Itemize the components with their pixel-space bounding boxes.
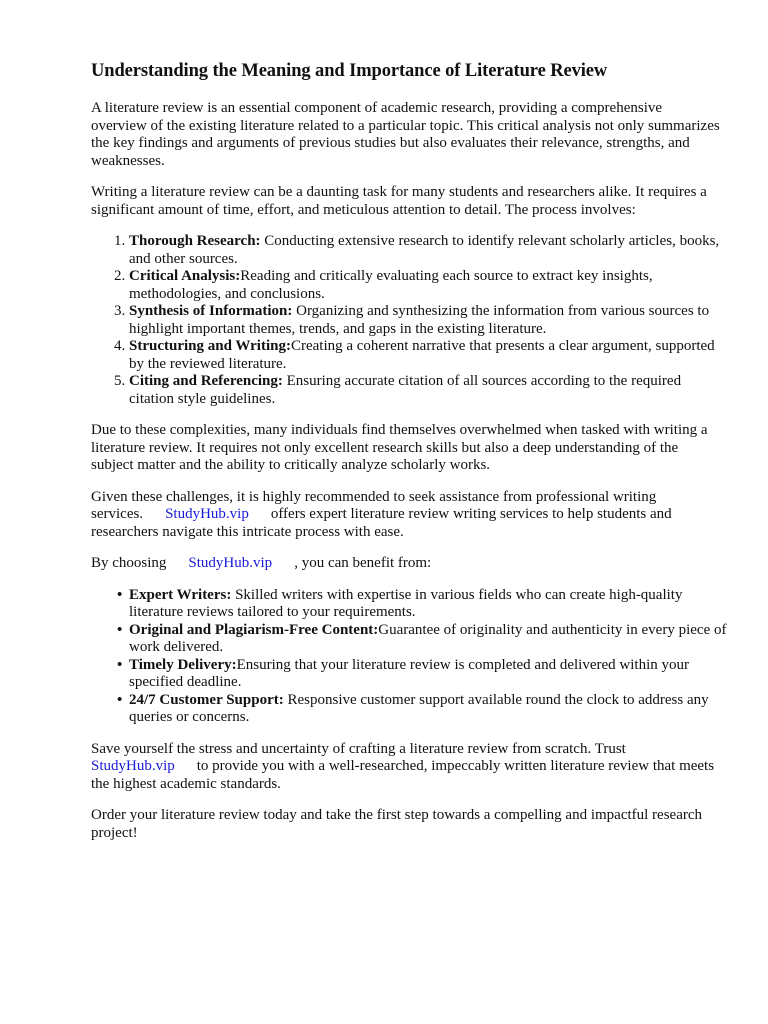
challenges-text-after: offers expert literature review writing services to help students and researchers navigate this intricate process with ease. bbox=[91, 506, 672, 540]
benefits-list bbox=[91, 587, 729, 727]
step-text: Conducting extensive research to identify relevant scholarly articles, books, and other sources. bbox=[129, 233, 720, 267]
list-item bbox=[117, 656, 729, 692]
list-item bbox=[129, 338, 729, 373]
list-item bbox=[129, 373, 729, 408]
page-title: Understanding the Meaning and Importance of Literature Review bbox=[91, 61, 608, 81]
benefit-label: Expert Writers: bbox=[129, 586, 232, 603]
benefit-label: Timely Delivery: bbox=[129, 656, 237, 673]
step-text: Creating a coherent narrative that presents a clear argument, supported by the reviewed literature. bbox=[129, 338, 715, 372]
benefit-label: Original and Plagiarism-Free Content: bbox=[129, 621, 379, 638]
trust-text-before: Save yourself the stress and uncertainty of crafting a literature review from scratch. Trust bbox=[91, 740, 626, 757]
challenges-paragraph bbox=[91, 489, 721, 542]
bullet-icon: • bbox=[117, 586, 123, 603]
bullet-icon: • bbox=[117, 621, 123, 638]
step-label: Critical Analysis: bbox=[129, 268, 241, 284]
challenges-text-before: Given these challenges, it is highly recommended to seek assistance from professional writing services. bbox=[91, 488, 657, 522]
bullet-icon: • bbox=[117, 691, 123, 708]
step-label: Citing and Referencing: bbox=[129, 373, 283, 389]
list-item bbox=[129, 268, 729, 303]
benefit-label: 24/7 Customer Support: bbox=[129, 691, 284, 708]
closing-paragraph: Order your literature review today and take the first step towards a compelling and impactful research project! bbox=[91, 807, 703, 841]
choosing-text-after: , you can benefit from: bbox=[294, 555, 432, 571]
benefit-text: Responsive customer support available round the clock to address any queries or concerns. bbox=[129, 691, 709, 725]
studyhub-link[interactable]: StudyHub.vip bbox=[165, 506, 249, 522]
trust-text-after: to provide you with a well-researched, impeccably written literature review that meets the highest academic standards. bbox=[91, 758, 715, 792]
list-item bbox=[129, 303, 729, 338]
list-item bbox=[117, 586, 729, 622]
list-item bbox=[117, 621, 729, 657]
choosing-paragraph bbox=[91, 555, 721, 573]
list-item bbox=[129, 233, 729, 268]
step-text: Reading and critically evaluating each source to extract key insights, methodologies, and conclusions. bbox=[129, 268, 653, 302]
process-intro-paragraph: Writing a literature review can be a daunting task for many students and researchers alike. It requires a significant amount of time, effort, and meticulous attention to detail. The process involves: bbox=[91, 184, 707, 218]
step-text: Organizing and synthesizing the information from various sources to highlight important themes, trends, and gaps in the existing literature. bbox=[129, 303, 710, 337]
bullet-icon: • bbox=[117, 656, 123, 673]
complexities-paragraph: Due to these complexities, many individuals find themselves overwhelmed when tasked with writing a literature review. It requires not only excellent research skills but also a deep understanding of the subject matter and the ability to critically analyze scholarly works. bbox=[91, 422, 708, 473]
process-steps-list bbox=[91, 233, 729, 408]
studyhub-link[interactable]: StudyHub.vip bbox=[188, 555, 273, 571]
step-label: Synthesis of Information: bbox=[129, 303, 293, 319]
choosing-text-before: By choosing bbox=[91, 555, 167, 571]
list-item bbox=[117, 691, 729, 727]
benefit-text: Guarantee of originality and authenticity in every piece of work delivered. bbox=[129, 621, 727, 655]
step-label: Structuring and Writing: bbox=[129, 338, 291, 354]
intro-paragraph: A literature review is an essential component of academic research, providing a comprehensive overview of the existing literature related to a particular topic. This critical analysis not only summarizes the key findings and arguments of previous studies but also evaluates their relevance, strengths, and weaknesses. bbox=[91, 100, 720, 169]
trust-paragraph bbox=[91, 741, 721, 794]
benefit-text: Skilled writers with expertise in various fields who can create high-quality literature reviews tailored to your requirements. bbox=[129, 586, 683, 620]
step-text: Ensuring accurate citation of all sources according to the required citation style guidelines. bbox=[129, 373, 682, 407]
benefit-text: Ensuring that your literature review is completed and delivered within your specified deadline. bbox=[129, 656, 689, 690]
step-label: Thorough Research: bbox=[129, 233, 261, 249]
studyhub-link[interactable]: StudyHub.vip bbox=[91, 758, 175, 774]
